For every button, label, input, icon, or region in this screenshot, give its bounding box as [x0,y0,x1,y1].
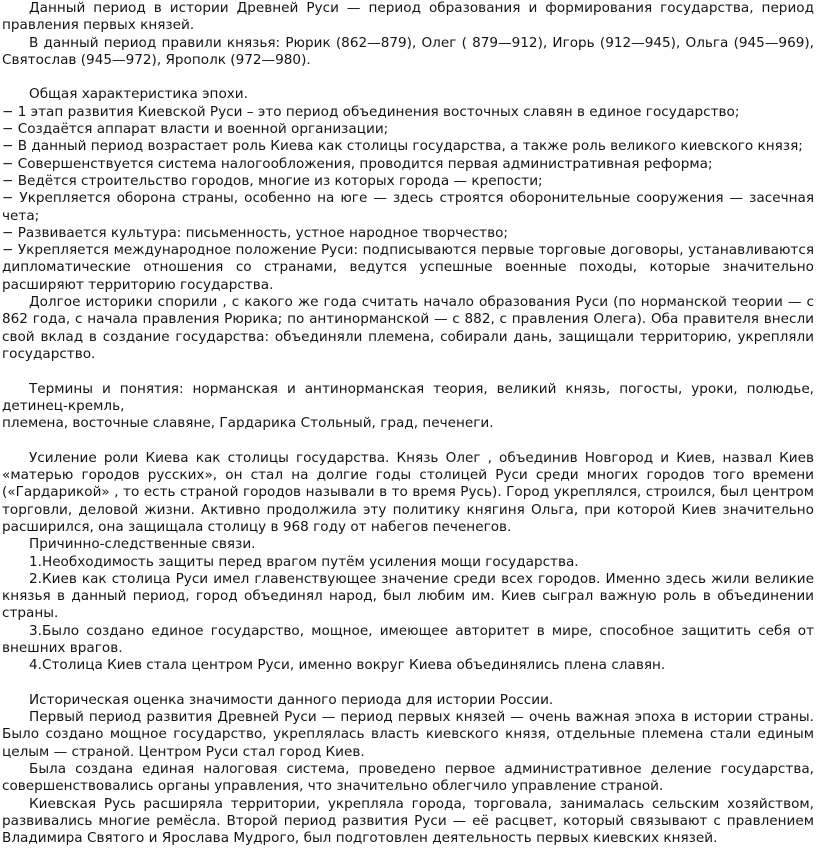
paragraph: Киевская Русь расширяла территории, укрепляла города, торговала, занималась сельским хозяйством, развивались многие ремёсла. Второй период развития Руси — её расцвет, который связывают с правлением Владимира Святого и Ярослава Мудрого, был подготовлен деятельность первых киевских князей. [2,795,814,847]
blank-line [2,69,814,86]
paragraph: Термины и понятия: норманская и антинорманская теория, великий князь, погосты, уроки, полюдье, детинец-кремль, [2,380,814,414]
paragraph: Общая характеристика эпохи. [29,86,248,103]
paragraph: − Совершенствуется система налогообложения, проводится первая административная реформа; [2,155,713,172]
paragraph: Причинно-следственные связи. [29,536,256,553]
paragraph: − 1 этап развития Киевской Руси – это период объединения восточных славян в единое государство; [2,103,740,120]
paragraph: Усиление роли Киева как столицы государства. Князь Олег , объединив Новгород и Киев, назвал Киев «матерью городов русских», он стал на долгие годы столицей Руси среди многих городов того времени («Гардарикой» , то есть страной городов называли в то время Русь). Город укреплялся, строился, был центром торговли, деловой жизни. Активно продолжила эту политику княгиня Ольга, при которой Киев значительно расширился, она защищала столицу в 968 году от набегов печенегов. [2,449,814,535]
paragraph: Была создана единая налоговая система, проведено первое административное деление государства, совершенствовались органы управления, что значительно облегчило управление страной. [2,761,814,795]
paragraph: − В данный период возрастает роль Киева как столицы государства, а также роль великого киевского князя; [2,138,803,155]
paragraph: 1.Необходимость защиты перед врагом путём усиления мощи государства. [29,553,579,570]
paragraph: 3.Было создано единое государство, мощное, имеющее авторитет в мире, способное защитить себя от внешних врагов. [2,622,814,656]
paragraph: − Создаётся аппарат власти и военной организации; [2,121,389,138]
paragraph: − Укрепляется международное положение Руси: подписываются первые торговые договоры, устанавливаются дипломатические отношения со странами, ведутся успешные военные походы, которые значительно расширяют территорию государства. [2,242,814,293]
blank-line [2,432,814,449]
paragraph: − Укрепляется оборона страны, особенно на юге — здесь строятся оборонительные сооружения — засечная чета; [2,190,814,224]
paragraph: В данный период правили князья: Рюрик (862—879), Олег ( 879—912), Игорь (912—945), Ольга (945—969), Святослав (945—972), Ярополк (972—980). [2,34,814,68]
paragraph: 4.Столица Киев стала центром Руси, именно вокруг Киева объединялись плена славян. [29,657,666,674]
paragraph: Первый период развития Древней Руси — период первых князей — очень важная эпоха в истории страны. Было создано мощное государство, укреплялась власть киевского князя, отдельные племена стали единым целым — страной. Центром Руси стал город Киев. [2,709,814,760]
paragraph: 2.Киев как столица Руси имел главенствующее значение среди всех городов. Именно здесь жили великие князья в данный период, город объединял народ, был любим им. Киев сыграл важную роль в объединении страны. [2,570,814,622]
paragraph: Долгое историки спорили , с какого же года считать начало образования Руси (по норманской теории — с 862 года, с начала правления Рюрика; по антинорманской — с 882, с правления Олега). Оба правителя внесли свой вклад в создание государства: объединяли племена, собирали дань, защищали территорию, укрепляли государство. [2,294,814,362]
paragraph: − Развивается культура: письменность, устное народное творчество; [2,224,509,241]
paragraph: Данный период в истории Древней Руси — период образования и формирования государства, период правления первых князей. [2,0,814,34]
blank-line [2,675,814,692]
blank-line [2,363,814,380]
paragraph: − Ведётся строительство городов, многие из которых города — крепости; [2,172,543,189]
paragraph: племена, восточные славяне, Гардарика Стольный, град, печенеги. [2,415,494,432]
paragraph: Историческая оценка значимости данного периода для истории России. [29,691,554,708]
